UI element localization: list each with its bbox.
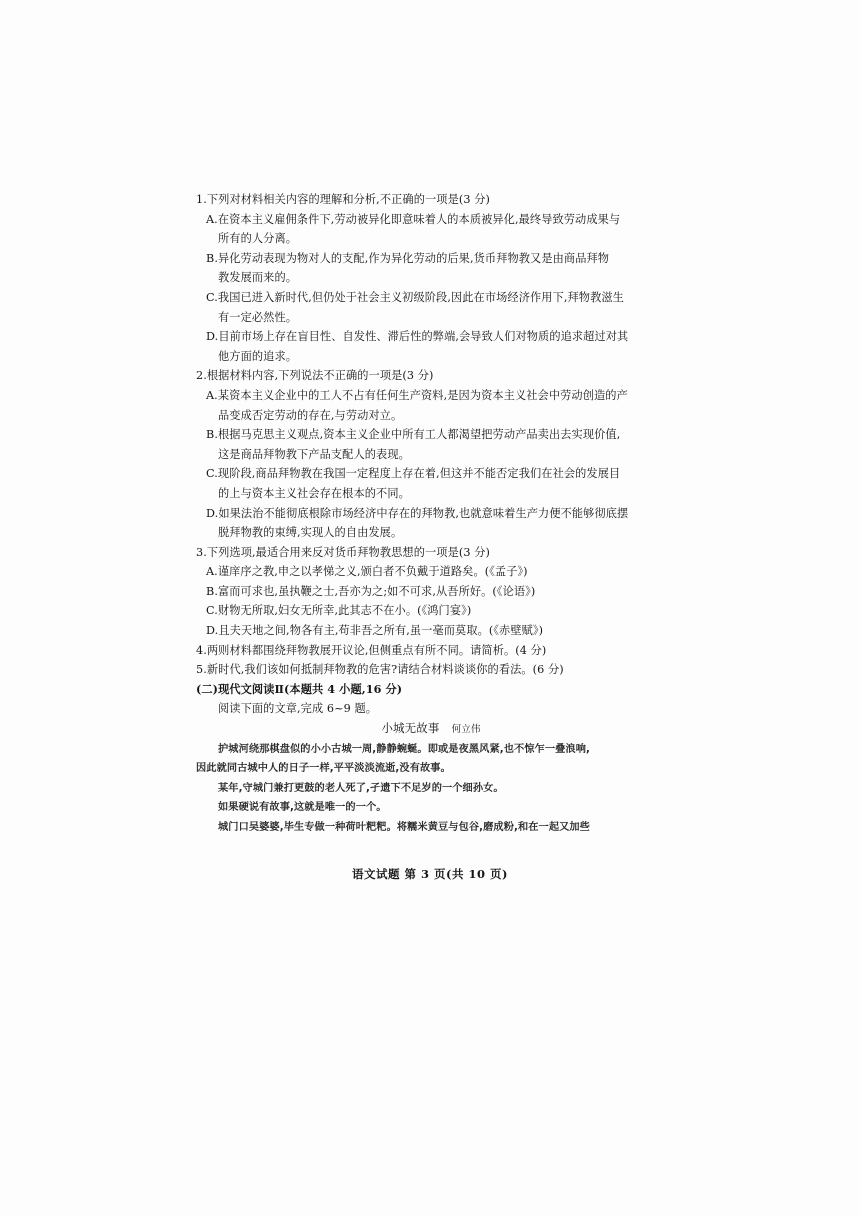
story-paragraph-2: 某年,守城门兼打更鼓的老人死了,孑遗下不足岁的一个细孙女。 [218,782,504,794]
question-3-option-a: A.谨庠序之教,申之以孝悌之义,颁白者不负戴于道路矣。(《孟子》) [206,565,528,579]
question-1-option-a-cont: 所有的人分离。 [218,232,298,246]
question-1-option-c-cont: 有一定必然性。 [218,310,298,324]
question-2-option-d-cont: 脱拜物教的束缚,实现人的自由发展。 [218,526,403,540]
story-title: 小城无故事 [381,721,440,736]
story-paragraph-1: 护城河绕那棋盘似的小小古城一周,静静蜿蜒。即或是夜黑风紧,也不惊乍一叠浪响, [218,743,590,755]
story-paragraph-3: 如果硬说有故事,这就是唯一的一个。 [218,802,387,814]
story-paragraph-1-cont: 因此就同古城中人的日子一样,平平淡淡流逝,没有故事。 [196,763,451,775]
question-4: 4.两则材料都围绕拜物教展开议论,但侧重点有所不同。请简析。(4 分) [196,643,547,657]
story-heading [196,719,666,740]
question-1-option-a: A.在资本主义雇佣条件下,劳动被异化即意味着人的本质被异化,最终导致劳动成果与 [206,212,621,226]
question-2-stem: 2.根据材料内容,下列说法不正确的一项是(3 分) [196,369,434,383]
section-instruction: 阅读下面的文章,完成 6~9 题。 [218,702,378,716]
question-2 [196,366,666,542]
question-2-option-d: D.如果法治不能彻底根除市场经济中存在的拜物教,也就意味着生产力便不能够彻底摆 [206,506,629,520]
page-content [196,190,666,838]
question-3-option-c: C.财物无所取,妇女无所幸,此其志不在小。(《鸿门宴》) [206,604,472,618]
question-2-option-b: B.根据马克思主义观点,资本主义企业中所有工人都渴望把劳动产品卖出去实现价值, [206,428,621,442]
question-2-option-a-cont: 品变成否定劳动的存在,与劳动对立。 [218,408,403,422]
question-2-option-c-cont: 的上与资本主义社会存在根本的不同。 [218,486,410,500]
question-2-option-b-cont: 这是商品拜物教下产品支配人的表现。 [218,447,410,461]
question-1-option-c: C.我国已进入新时代,但仍处于社会主义初级阶段,因此在市场经济作用下,拜物教滋生 [206,290,624,304]
question-3 [196,543,666,641]
story-paragraph-4: 城门口吴婆婆,毕生专做一种荷叶粑粑。将糯米黄豆与包谷,磨成粉,和在一起又加些 [218,822,590,833]
question-1-option-b: B.异化劳动表现为物对人的支配,作为异化劳动的后果,货币拜物教又是由商品拜物 [206,251,610,265]
question-3-option-d: D.且夫天地之间,物各有主,苟非吾之所有,虽一毫而莫取。(《赤壁赋》) [206,624,544,638]
question-1 [196,190,666,366]
question-3-stem: 3.下列选项,最适合用来反对货币拜物教思想的一项是(3 分) [196,545,490,559]
question-1-option-b-cont: 教发展而来的。 [218,271,298,285]
question-5: 5.新时代,我们该如何抵制拜物教的危害?请结合材料谈谈你的看法。(6 分) [196,663,564,677]
question-3-option-b: B.富而可求也,虽执鞭之士,吾亦为之;如不可求,从吾所好。(《论语》) [206,584,536,598]
question-1-option-d-cont: 他方面的追求。 [218,349,298,363]
story-author: 何立伟 [451,724,481,736]
page-footer: 语文试题 第 3 页(共 10 页) [352,867,508,881]
question-1-stem: 1.下列对材料相关内容的理解和分析,不正确的一项是(3 分) [196,193,490,206]
question-2-option-a: A.某资本主义企业中的工人不占有任何生产资料,是因为资本主义社会中劳动创造的产 [206,388,628,402]
story-body [196,740,666,838]
question-1-option-d: D.目前市场上存在盲目性、自发性、滞后性的弊端,会导致人们对物质的追求超过对其 [206,330,629,344]
section-title: (二)现代文阅读Ⅱ(本题共 4 小题,16 分) [196,681,403,696]
question-2-option-c: C.现阶段,商品拜物教在我国一定程度上存在着,但这并不能否定我们在社会的发展目 [206,467,621,481]
